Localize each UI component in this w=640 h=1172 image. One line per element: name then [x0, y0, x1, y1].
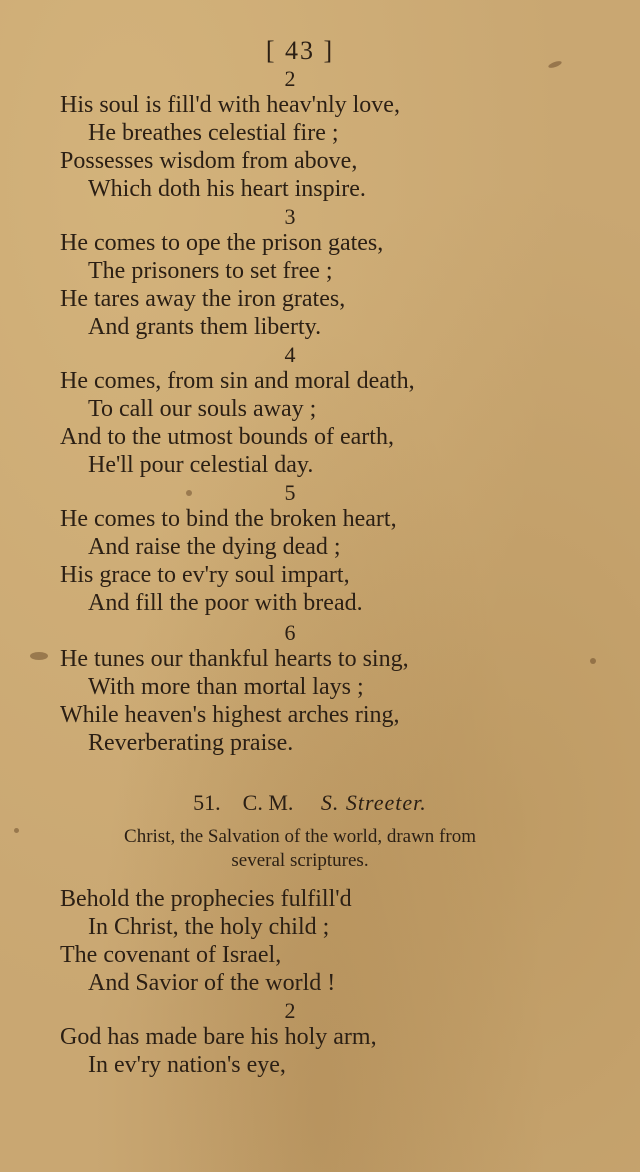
- verse-line: He comes to ope the prison gates,: [60, 230, 384, 256]
- hymn-subtitle-line: Christ, the Salvation of the world, drawn from: [124, 826, 476, 847]
- verse-line: He comes, from sin and moral death,: [60, 368, 415, 394]
- verse-line: Reverberating praise.: [88, 730, 294, 756]
- verse-line: Behold the prophecies fulfill'd: [60, 886, 352, 912]
- paper-stain: [186, 490, 192, 496]
- stanza-number: 4: [284, 342, 296, 367]
- hymn-title: [0, 790, 620, 816]
- stanza-number: 2: [284, 998, 296, 1023]
- verse-line: He tunes our thankful hearts to sing,: [60, 646, 409, 672]
- stanza-number: 6: [284, 620, 296, 645]
- verse-line: And fill the poor with bread.: [88, 590, 363, 616]
- verse-line: And to the utmost bounds of earth,: [60, 424, 394, 450]
- stanza-number: 5: [284, 480, 296, 505]
- verse-line: He tares away the iron grates,: [60, 286, 346, 312]
- page-header: [ 43 ]: [265, 36, 335, 65]
- stanza-number: 2: [284, 66, 296, 91]
- verse-line: God has made bare his holy arm,: [60, 1024, 377, 1050]
- hymn-author: S. Streeter.: [320, 790, 427, 815]
- verse-line: While heaven's highest arches ring,: [60, 702, 400, 728]
- hymn-meter: C. M.: [242, 790, 294, 815]
- verse-line: In Christ, the holy child ;: [88, 914, 330, 940]
- verse-line: And Savior of the world !: [88, 970, 336, 996]
- verse-line: He breathes celestial fire ;: [88, 120, 339, 146]
- paper-stain: [590, 658, 596, 664]
- verse-line: Which doth his heart inspire.: [88, 176, 366, 202]
- verse-line: The covenant of Israel,: [60, 942, 282, 968]
- verse-line: With more than mortal lays ;: [88, 674, 364, 700]
- verse-line: He comes to bind the broken heart,: [60, 506, 397, 532]
- verse-line: His grace to ev'ry soul impart,: [60, 562, 350, 588]
- hymn-number: 51.: [193, 790, 221, 815]
- verse-line: And grants them liberty.: [88, 314, 322, 340]
- paper-stain: [14, 828, 19, 833]
- hymn-subtitle-line: several scriptures.: [231, 850, 369, 871]
- verse-line: The prisoners to set free ;: [88, 258, 333, 284]
- stanza-number: 3: [284, 204, 296, 229]
- verse-line: And raise the dying dead ;: [88, 534, 341, 560]
- verse-line: Possesses wisdom from above,: [60, 148, 358, 174]
- verse-line: He'll pour celestial day.: [88, 452, 314, 478]
- verse-line: In ev'ry nation's eye,: [88, 1052, 286, 1078]
- verse-line: To call our souls away ;: [88, 396, 317, 422]
- verse-line: His soul is fill'd with heav'nly love,: [60, 92, 400, 118]
- paper-stain: [30, 652, 48, 660]
